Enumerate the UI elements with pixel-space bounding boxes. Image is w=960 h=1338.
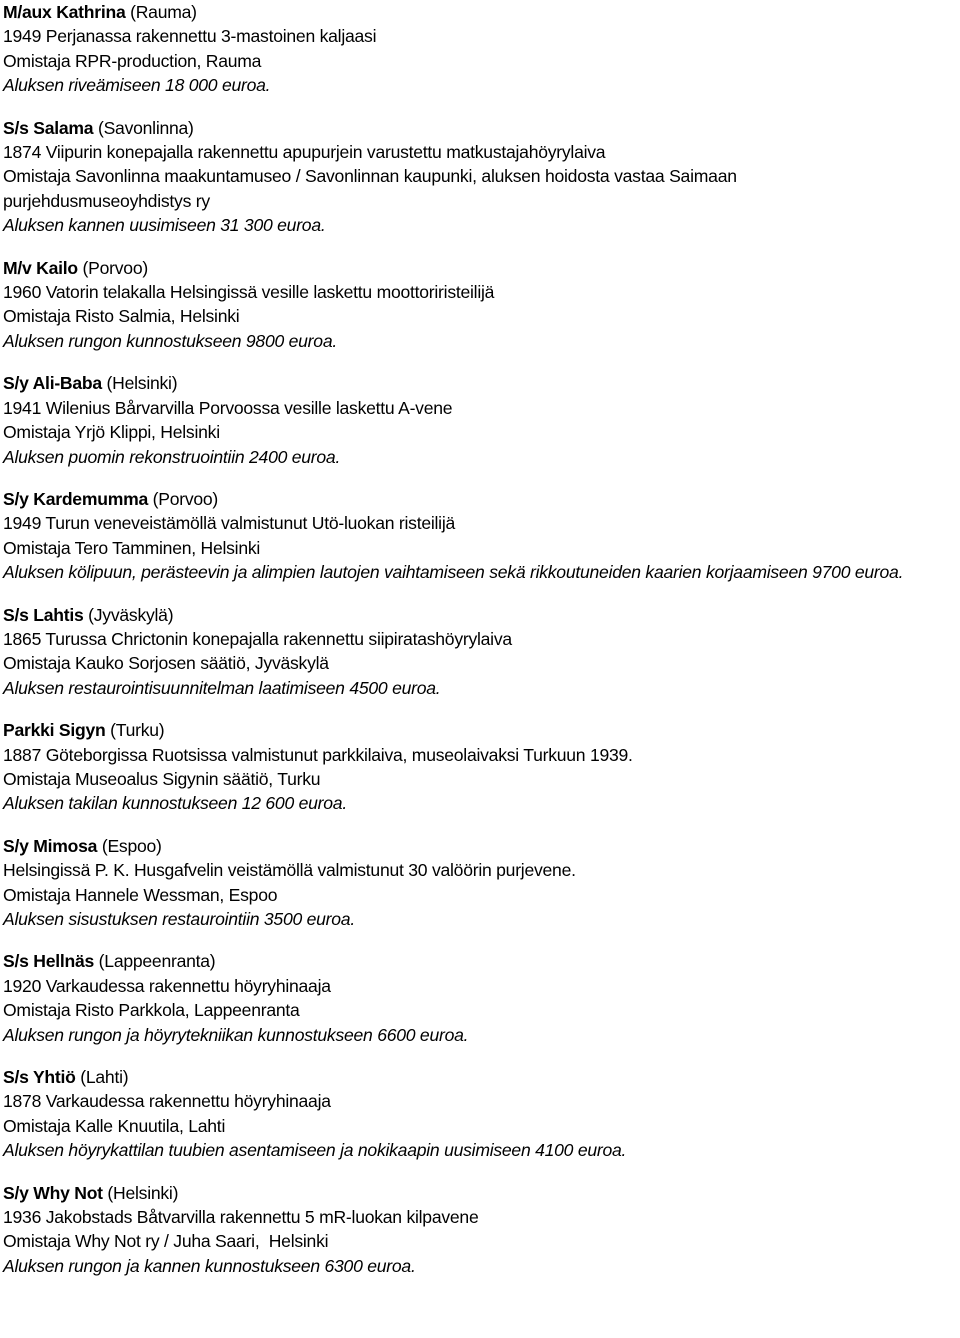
vessel-owner: Omistaja Museoalus Sigynin säätiö, Turku — [3, 768, 321, 789]
vessel-home-port: (Rauma) — [130, 2, 197, 22]
vessel-heading — [3, 256, 957, 280]
vessel-heading — [3, 718, 957, 742]
vessel-grant: Aluksen kölipuun, perästeevin ja alimpien lautojen vaihtamiseen sekä rikkoutuneiden kaarien korjaamiseen 9700 euroa. — [3, 562, 904, 583]
vessel-entry — [3, 487, 958, 585]
vessel-home-port: (Jyväskylä) — [88, 604, 174, 625]
vessel-built: 1949 Turun veneveistämöllä valmistunut Utö-luokan risteilijä — [3, 513, 456, 534]
vessel-entry — [3, 603, 958, 701]
vessel-name: S/s Lahtis — [3, 604, 84, 625]
vessel-built: 1865 Turussa Chrictonin konepajalla rakennettu siipiratashöyrylaiva — [3, 628, 512, 649]
vessel-entry — [3, 116, 958, 238]
vessel-grant: Aluksen sisustuksen restaurointiin 3500 euroa. — [3, 909, 355, 929]
vessel-owner: Omistaja Risto Parkkola, Lappeenranta — [3, 1000, 300, 1021]
vessel-heading — [3, 487, 957, 511]
vessel-name: S/y Kardemumma — [3, 488, 148, 509]
vessel-home-port: (Savonlinna) — [97, 117, 194, 138]
vessel-heading — [3, 949, 957, 973]
vessel-built: 1936 Jakobstads Båtvarvilla rakennettu 5 mR-luokan kilpavene — [3, 1207, 479, 1228]
vessel-name: Parkki Sigyn — [3, 720, 106, 741]
vessel-name: S/s Yhtiö — [3, 1067, 76, 1088]
vessel-owner: Omistaja Hannele Wessman, Espoo — [3, 884, 278, 905]
vessel-name: M/aux Kathrina — [3, 2, 126, 22]
vessel-entry — [3, 718, 958, 816]
vessel-entry — [3, 0, 958, 98]
vessel-name: S/s Hellnäs — [3, 951, 95, 972]
vessel-built: 1960 Vatorin telakalla Helsingissä vesille laskettu moottoriristeilijä — [3, 282, 495, 303]
vessel-owner: Omistaja Yrjö Klippi, Helsinki — [3, 422, 220, 443]
vessel-grant: Aluksen rungon ja höyrytekniikan kunnostukseen 6600 euroa. — [3, 1024, 469, 1045]
vessel-grant: Aluksen riveämiseen 18 000 euroa. — [3, 75, 271, 96]
vessel-home-port: (Porvoo) — [152, 488, 219, 509]
vessel-owner: Omistaja Why Not ry / Juha Saari, Helsinki — [3, 1231, 329, 1252]
vessel-name: S/y Mimosa — [3, 835, 98, 856]
vessel-entry — [3, 256, 958, 354]
vessel-owner: Omistaja Kauko Sorjosen säätiö, Jyväskylä — [3, 653, 329, 674]
vessel-name: S/y Why Not — [3, 1182, 103, 1203]
vessel-heading — [3, 0, 957, 24]
vessel-name: S/s Salama — [3, 117, 94, 138]
vessel-entry — [3, 949, 958, 1047]
vessel-built: 1874 Viipurin konepajalla rakennettu apupurjein varustettu matkustajahöyrylaiva — [3, 142, 606, 163]
vessel-home-port: (Helsinki) — [106, 373, 178, 394]
vessel-owner: Omistaja RPR-production, Rauma — [3, 50, 262, 71]
vessel-heading — [3, 1181, 957, 1205]
vessel-grant: Aluksen kannen uusimiseen 31 300 euroa. — [3, 215, 326, 236]
vessel-name: M/v Kailo — [3, 257, 78, 278]
vessel-heading — [3, 834, 957, 858]
vessel-entry — [3, 371, 958, 469]
vessel-grant: Aluksen takilan kunnostukseen 12 600 euroa. — [3, 793, 347, 814]
vessel-built: Helsingissä P. K. Husgafvelin veistämöllä valmistunut 30 valöörin purjevene. — [3, 860, 576, 881]
vessel-grant: Aluksen rungon kunnostukseen 9800 euroa. — [3, 330, 337, 351]
vessel-heading — [3, 116, 957, 140]
vessel-built: 1941 Wilenius Bårvarvilla Porvoossa vesille laskettu A-vene — [3, 397, 453, 418]
vessel-entry — [3, 1065, 958, 1163]
vessel-grant: Aluksen rungon ja kannen kunnostukseen 6300 euroa. — [3, 1255, 416, 1276]
vessel-built: 1878 Varkaudessa rakennettu höyryhinaaja — [3, 1091, 331, 1112]
vessel-home-port: (Helsinki) — [107, 1182, 179, 1203]
vessel-home-port: (Porvoo) — [82, 257, 148, 278]
vessel-owner: Omistaja Savonlinna maakuntamuseo / Savonlinnan kaupunki, aluksen hoidosta vastaa Saimaan purjehdusmuseoyhdistys ry — [3, 166, 737, 211]
vessel-grant: Aluksen höyrykattilan tuubien asentamiseen ja nokikaapin uusimiseen 4100 euroa. — [3, 1140, 627, 1161]
vessel-heading — [3, 603, 957, 627]
vessel-grant: Aluksen puomin rekonstruointiin 2400 euroa. — [3, 446, 341, 467]
vessel-heading — [3, 1065, 957, 1089]
vessel-owner: Omistaja Tero Tamminen, Helsinki — [3, 537, 261, 558]
vessel-name: S/y Ali-Baba — [3, 373, 102, 394]
vessel-home-port: (Turku) — [110, 720, 165, 741]
vessel-home-port: (Espoo) — [101, 835, 162, 856]
vessel-grant: Aluksen restaurointisuunnitelman laatimiseen 4500 euroa. — [3, 677, 441, 698]
vessel-built: 1949 Perjanassa rakennettu 3-mastoinen kaljaasi — [3, 26, 377, 47]
vessel-built: 1887 Göteborgissa Ruotsissa valmistunut parkkilaiva, museolaivaksi Turkuun 1939. — [3, 744, 633, 765]
vessel-built: 1920 Varkaudessa rakennettu höyryhinaaja — [3, 975, 331, 996]
vessel-owner: Omistaja Risto Salmia, Helsinki — [3, 306, 240, 327]
vessel-home-port: (Lappeenranta) — [98, 951, 216, 972]
vessel-entry — [3, 834, 958, 932]
vessel-entry — [3, 1181, 958, 1279]
vessel-home-port: (Lahti) — [80, 1067, 129, 1088]
vessel-owner: Omistaja Kalle Knuutila, Lahti — [3, 1115, 226, 1136]
vessel-heading — [3, 371, 957, 395]
grant-list — [3, 0, 958, 1296]
